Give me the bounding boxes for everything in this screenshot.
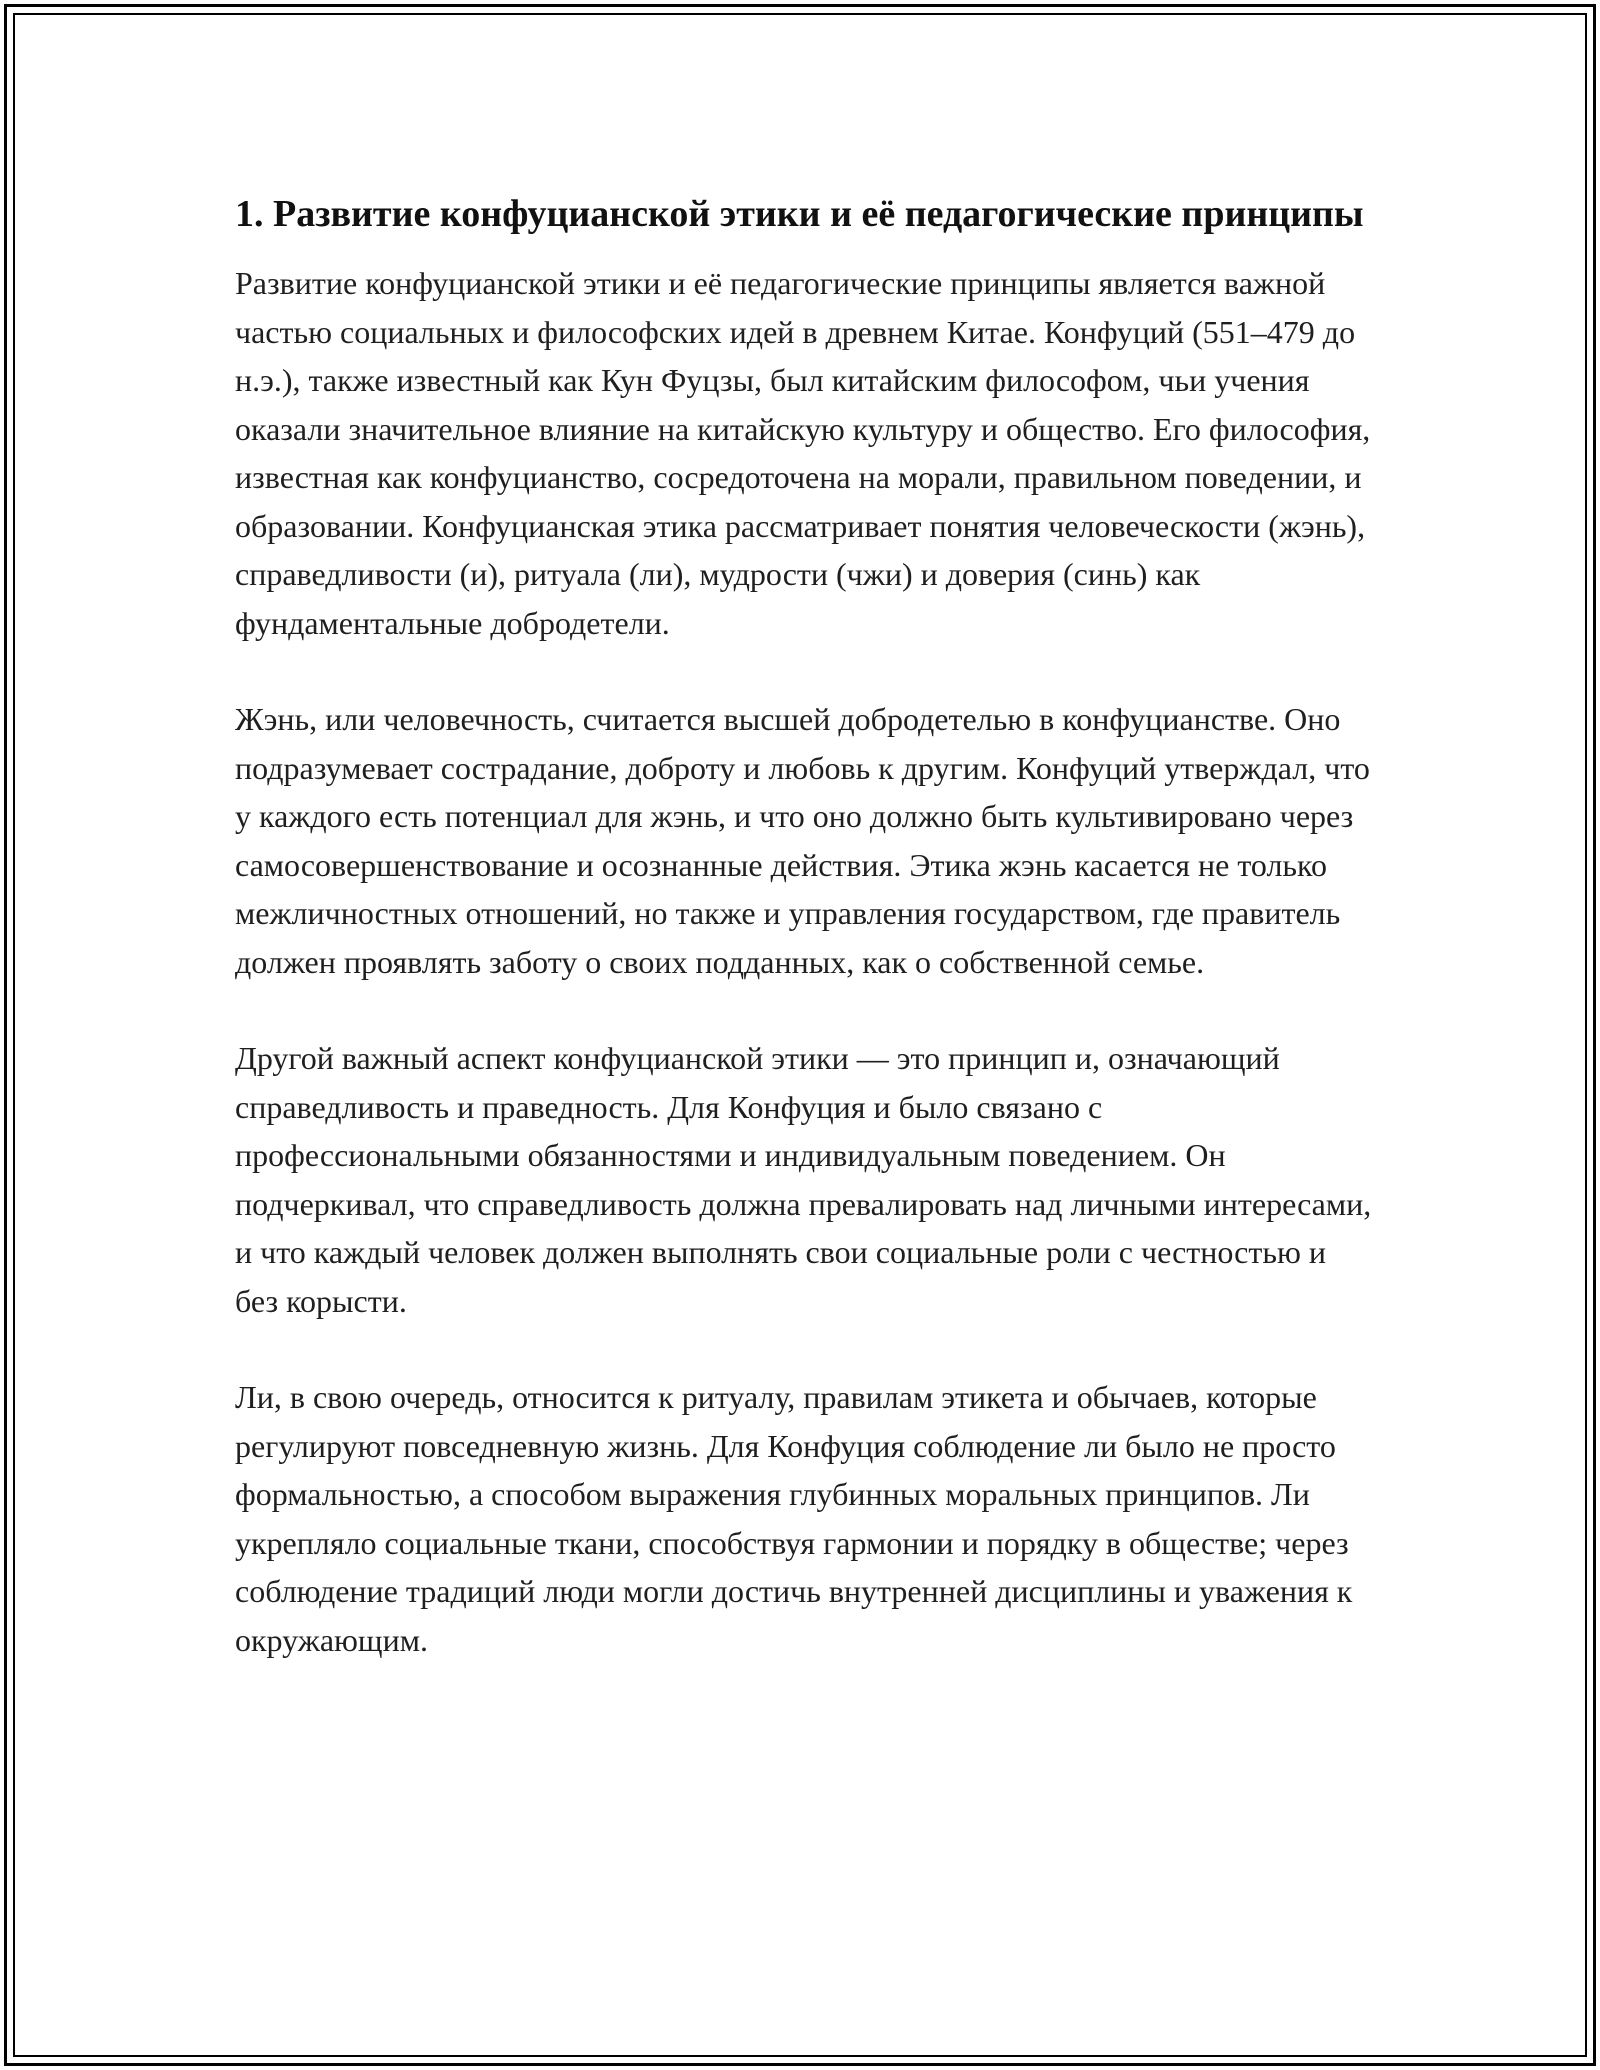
paragraph-4: Ли, в свою очередь, относится к ритуалу, правилам этикета и обычаев, которые регулируют повседневную жизнь. Для Конфуция соблюдение ли было не просто формальностью, а способом выражения глубинных моральных принципов. Ли укрепляло социальные ткани, способствуя гармонии и порядку в обществе; через соблюдение традиций люди могли достичь внутренней дисциплины и уважения к окружающим. [235,1379,1353,1658]
paragraph-1: Развитие конфуцианской этики и её педагогические принципы является важной частью социальных и философских идей в древнем Китае. Конфуций (551–479 до н.э.), также известный как Кун Фуцзы, был китайским философом, чьи учения оказали значительное влияние на китайскую культуру и общество. Его философия, известная как конфуцианство, сосредоточена на морали, правильном поведении, и образовании. Конфуцианская этика рассматривает понятия человеческости (жэнь), справедливости (и), ритуала (ли), мудрости (чжи) и доверия (синь) как фундаментальные добродетели. [235,265,1371,641]
section-heading: 1. Развитие конфуцианской этики и её педагогические принципы [235,193,1364,235]
document-body [235,185,1375,1712]
paragraph-3: Другой важный аспект конфуцианской этики — это принцип и, означающий справедливость и праведность. Для Конфуция и было связано с профессиональными обязанностями и индивидуальным поведением. Он подчеркивал, что справедливость должна превалировать над личными интересами, и что каждый человек должен выполнять свои социальные роли с честностью и без корысти. [235,1040,1372,1319]
paragraph-2: Жэнь, или человечность, считается высшей добродетелью в конфуцианстве. Оно подразумевает сострадание, доброту и любовь к другим. Конфуций утверждал, что у каждого есть потенциал для жэнь, и что оно должно быть культивировано через самосовершенствование и осознанные действия. Этика жэнь касается не только межличностных отношений, но также и управления государством, где правитель должен проявлять заботу о своих подданных, как о собственной семье. [235,701,1370,980]
